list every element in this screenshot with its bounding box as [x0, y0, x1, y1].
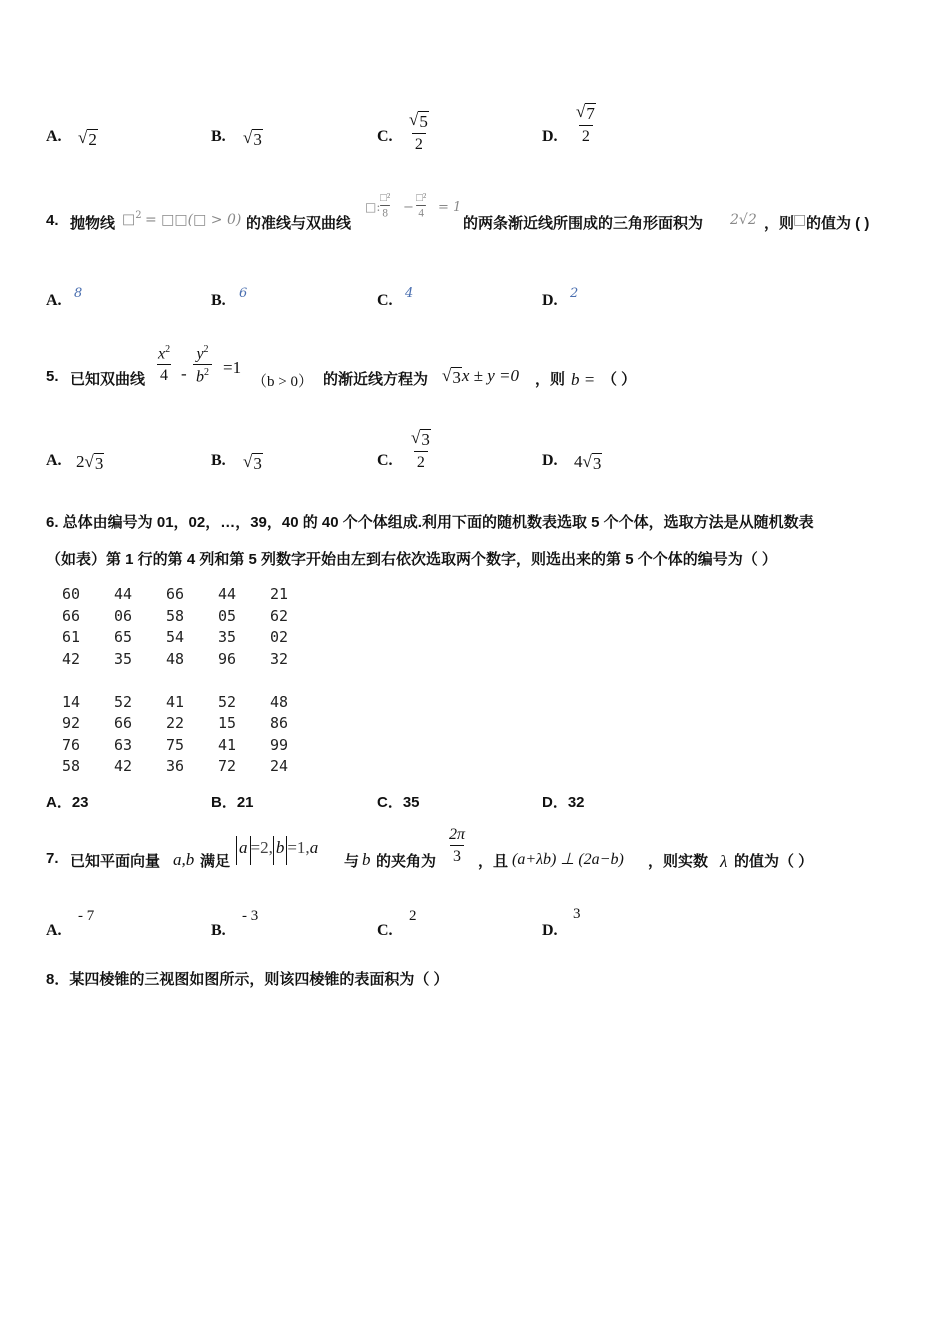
q3-option-d-value: √ 7 2 [576, 102, 595, 145]
q4-option-a-value: 8 [74, 286, 83, 301]
q6-line-1: 6. 总体由编号为 01，02，…，39，40 的 40 个个体组成.利用下面的随机数表选取 5 个个体，选取方法是从随机数表 [46, 514, 814, 531]
q4-option-c-value: 4 [405, 286, 414, 301]
q4-hyp-eq: = 1 [438, 200, 462, 215]
q7-option-d-value: 3 [573, 906, 581, 922]
q4-area: 2√2 [730, 212, 757, 228]
q3-option-d-label: D. [542, 128, 558, 145]
q7-text-7: 的值为（ ） [734, 853, 814, 870]
q6-option-d: D．32 [542, 794, 585, 811]
q7-option-c-value: 2 [409, 908, 417, 924]
q6-line-2: （如表）第 1 行的第 4 列和第 5 列数字开始由左到右依次选取两个数字，则选出来的第 5 个个体的编号为（ ） [46, 551, 777, 568]
q7-text-6: ，则实数 [648, 853, 709, 870]
table-row: 14 52 41 52 48 [62, 693, 289, 711]
q5-condition: （b > 0） [252, 374, 313, 390]
q5-text-1: 已知双曲线 [70, 371, 146, 388]
q7-text-1: 已知平面向量 [70, 853, 161, 870]
q3-option-a-value: √ 2 [78, 128, 97, 149]
q7-option-b-label: B. [211, 922, 226, 939]
q5-frac-y: $\frac{y^2}{b^2}$ [193, 344, 212, 387]
q4-text-4: ，则 [764, 215, 795, 232]
q5-option-d-label: D. [542, 452, 558, 469]
q4-text-5: 的值为 ( ) [806, 215, 870, 232]
q5-option-c-label: C. [377, 452, 393, 469]
q4-hyperbola-name: □: [365, 200, 381, 214]
q7-option-d-label: D. [542, 922, 558, 939]
q7-ab: a,b [173, 850, 195, 869]
q6-option-b: B．21 [211, 794, 254, 811]
q4-option-a-label: A. [46, 292, 62, 309]
q5-option-a-label: A. [46, 452, 62, 469]
q7-option-b-value: - 3 [242, 908, 259, 924]
q5-equals-one: =1 [223, 358, 242, 377]
q6-option-c: C．35 [377, 794, 420, 811]
q5-option-d-value: 4 √ 3 [574, 452, 602, 473]
q4-hyp-minus: − [403, 200, 414, 215]
q5-frac-x: $\frac{x^2}{4}$ [158, 344, 171, 385]
q4-option-b-label: B. [211, 292, 226, 309]
table-row: 58 42 36 72 24 [62, 757, 289, 775]
q4-option-d-label: D. [542, 292, 558, 309]
table-row: 42 35 48 96 32 [62, 650, 289, 668]
q8-text: 8．某四棱锥的三视图如图所示，则该四棱锥的表面积为（ ） [46, 971, 449, 988]
q3-option-b-label: B. [211, 128, 226, 145]
q7-angle-frac: $\frac{2\pi}{3}$ [449, 826, 466, 865]
q4-parabola-eq: = □□(□ > 0) [145, 212, 242, 228]
q3-option-c-value: √ 5 2 [409, 110, 428, 153]
table-row: 76 63 75 41 99 [62, 736, 289, 754]
q7-option-c-label: C. [377, 922, 393, 939]
q5-option-c-value: √ 3 2 [411, 428, 430, 471]
q4-box-p: □ [793, 212, 807, 228]
q7-option-a-value: - 7 [78, 908, 95, 924]
q5-text-4: （ ） [602, 371, 637, 388]
q7-option-a-label: A. [46, 922, 62, 939]
table-row: 92 66 22 15 86 [62, 714, 289, 732]
q7-text-4: 的夹角为 [376, 853, 437, 870]
table-row: 66 06 58 05 62 [62, 607, 289, 625]
q5-number: 5. [46, 368, 59, 385]
q7-text-3: 与 [344, 853, 360, 870]
q4-option-c-label: C. [377, 292, 393, 309]
q4-text-3: 的两条渐近线所围成的三角形面积为 [463, 215, 704, 232]
q5-text-3: ，则 [535, 371, 566, 388]
q7-text-5: ，且 [478, 853, 509, 870]
q4-option-b-value: 6 [239, 286, 248, 301]
q5-text-2: 的渐近线方程为 [323, 371, 429, 388]
q3-option-b-value: √ 3 [243, 128, 262, 149]
q7-number: 7. [46, 850, 59, 867]
q4-text-1: 抛物线 [70, 215, 116, 232]
q5-minus: - [181, 364, 187, 383]
q7-modulus: a =2, b =1,a [236, 838, 318, 858]
q5-option-b-label: B. [211, 452, 226, 469]
q4-text-2: 的准线与双曲线 [246, 215, 352, 232]
q4-hyp-frac-1: □² 8 [380, 192, 391, 220]
q4-hyp-frac-2: □² 4 [416, 192, 427, 220]
q7-b-var: b [362, 850, 371, 869]
q4-number: 4. [46, 212, 59, 229]
q7-text-2: 满足 [200, 853, 231, 870]
q5-asymptote: √ 3 x ± y =0 [442, 366, 519, 387]
q6-option-a: A．23 [46, 794, 89, 811]
q5-b-var: b = [571, 370, 596, 389]
q3-option-c-label: C. [377, 128, 393, 145]
q3-option-a-label: A. [46, 128, 62, 145]
q5-option-a-value: 2 √ 3 [76, 452, 104, 473]
table-row: 61 65 54 35 02 [62, 628, 289, 646]
q5-option-b-value: √ 3 [243, 452, 262, 473]
q7-lambda: λ [720, 852, 728, 871]
q4-option-d-value: 2 [570, 286, 579, 301]
q7-perp-condition: (a+λb) ⊥ (2a−b) [512, 851, 624, 868]
table-row: 60 44 66 44 21 [62, 585, 289, 603]
q4-box-var: □$^2$ [122, 210, 142, 228]
